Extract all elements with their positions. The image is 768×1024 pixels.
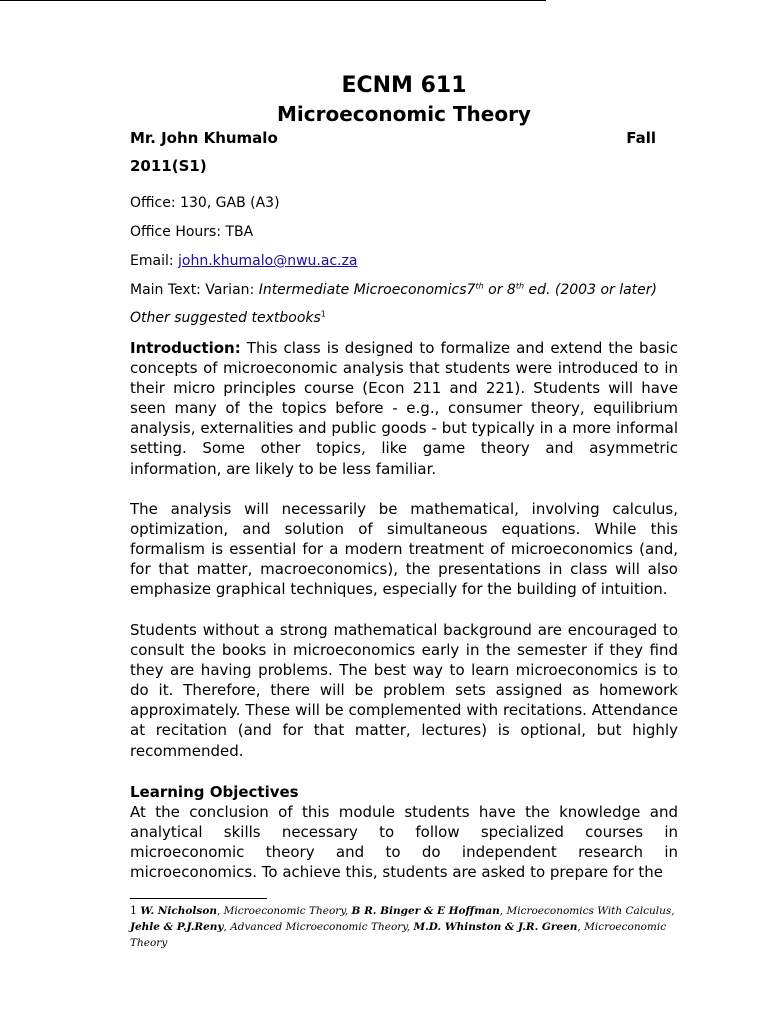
instructor-line — [130, 128, 678, 148]
footnote-title-1: , Microeconomic Theory, — [216, 905, 352, 917]
footnote-title-4: , Microeconomic Theory — [130, 921, 667, 949]
course-title: Microeconomic Theory — [277, 102, 531, 126]
intro-text: This class is designed to formalize and extend the basic concepts of microeconomic analysis that students were introduced to in their micro principles course (Econ 211 and 221). Students will have seen many of the topics before - e.g., consumer theory, equilibrium analysis, externalities and public goods - but typically in a more informal setting. Some other topics, like game theory and asymmetric information, are likely to be less familiar. — [130, 339, 678, 478]
edition-or: or — [483, 282, 507, 298]
footnote-rule — [130, 898, 267, 899]
objectives-paragraph: At the conclusion of this module students have the knowledge and analytical skills necessary to follow specialized courses in microeconomic theory and to do independent research in microeconomics. To achieve this, students are asked to prepare for the — [130, 803, 678, 882]
course-code: ECNM 611 — [341, 73, 467, 98]
students-paragraph: Students without a strong mathematical background are encouraged to consult the books in microeconomics early in the semester if they find they are having problems. The best way to learn microeconomics is to do it. Therefore, there will be problem sets assigned as homework approximately. These will be complemented with recitations. Attendance at recitation (and for that matter, lectures) is optional, but highly recommended. — [130, 621, 678, 760]
footnote-author-1: W. Nicholson — [140, 905, 217, 917]
footnote-number: 1 — [130, 904, 137, 917]
footnote-author-3: Jehle & P.J.Reny — [130, 921, 224, 933]
top-rule — [0, 0, 546, 1]
other-textbooks — [130, 309, 326, 327]
main-text-title: Intermediate Microeconomics — [258, 282, 467, 298]
email-link[interactable]: john.khumalo@nwu.ac.za — [178, 253, 358, 269]
main-text — [130, 281, 657, 299]
footnote-title-2: , Microeconomics With Calculus, — [499, 905, 675, 917]
analysis-paragraph: The analysis will necessarily be mathematical, involving calculus, optimization, and solution of simultaneous equations. While this formalism is essential for a modern treatment of microeconomics (and, for that matter, macroeconomics), the presentations in class will also emphasize graphical techniques, especially for the building of intuition. — [130, 500, 678, 599]
footnote-title-3: , Advanced Microeconomic Theory, — [223, 921, 414, 933]
footnote-author-2: B R. Binger & E Hoffman — [351, 905, 500, 917]
other-textbooks-label: Other suggested textbooks — [130, 310, 321, 326]
main-text-label: Main Text: Varian: — [130, 282, 259, 298]
season: Fall — [626, 129, 656, 147]
email-line — [130, 252, 358, 270]
office: Office: 130, GAB (A3) — [130, 195, 280, 211]
edition-8-sup: th — [515, 281, 525, 291]
email-label: Email: — [130, 253, 179, 269]
learning-objectives-heading: Learning Objectives — [130, 783, 299, 801]
instructor-name: Mr. John Khumalo — [130, 129, 278, 147]
edition-8: 8 — [506, 282, 516, 298]
edition-7: 7 — [466, 282, 476, 298]
office-hours: Office Hours: TBA — [130, 224, 254, 240]
intro-paragraph — [130, 338, 678, 479]
intro-label: Introduction: — [130, 339, 241, 357]
footnote — [130, 903, 678, 951]
edition-7-sup: th — [475, 281, 484, 291]
footnote-author-4: M.D. Whinston & J.R. Green — [413, 921, 578, 933]
edition-rest: ed. (2003 or later) — [524, 282, 657, 298]
footnote-ref: 1 — [320, 309, 326, 319]
term: 2011(S1) — [130, 157, 207, 175]
